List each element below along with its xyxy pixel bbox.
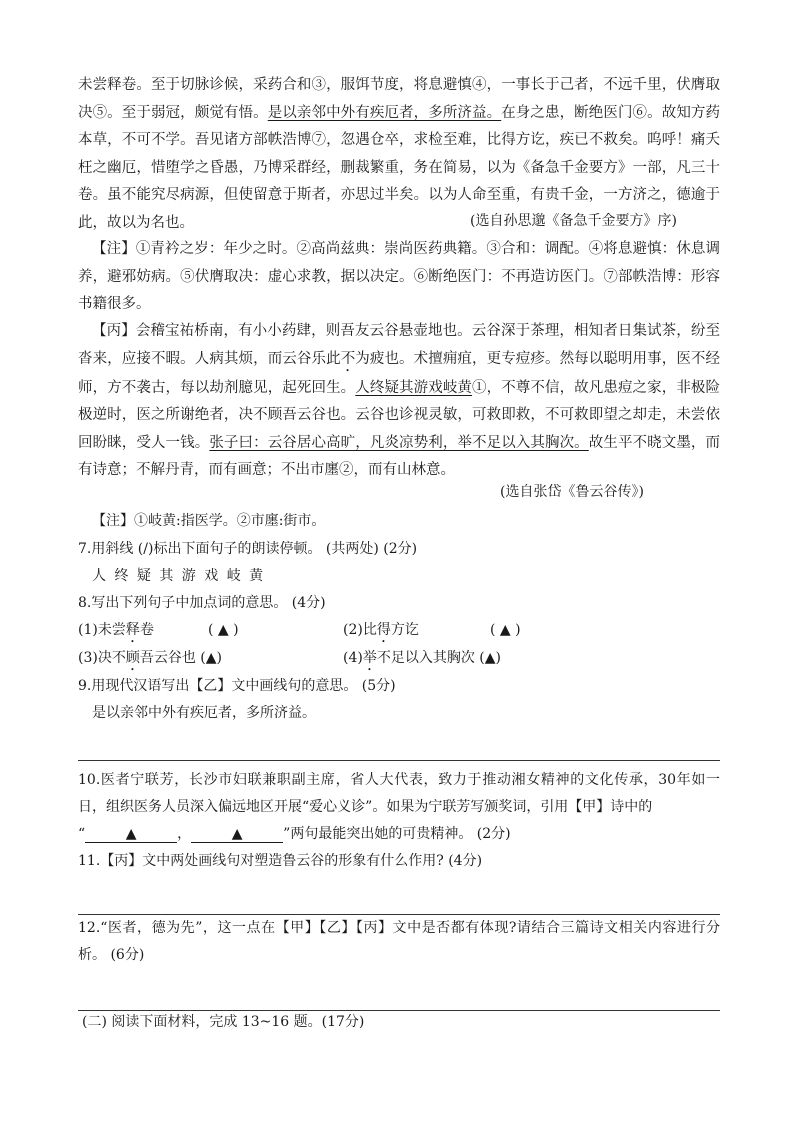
- passage-yi-text-1: 未尝释卷。至于切脉诊候，采药合和③，服饵节度，将息避慎④，一事长于己者，不远千里，伏膺取决⑤。至于弱冠，颇觉有悟。: [78, 77, 720, 121]
- passage-bing-notes: 【注】①岐黄:指医学。②市廛:街市。: [92, 513, 326, 529]
- passage-yi-source: (选自孙思邈《备急千金要方》序): [470, 213, 677, 229]
- question-8-item-2: (2)比得方讫: [343, 622, 419, 638]
- passage-bing-text-e: ①，不尊不信，故凡患痘之家，非极险极逆时，医之所谢绝者，决不顾吾云谷也。云谷也诊视灵敏，可救即救，不可救即望之却走，未尝依回盼睐，受人一钱。: [78, 379, 721, 451]
- question-8: 8.写出下列句子中加点词的意思。 (4分): [78, 595, 326, 611]
- dotted-word-de: 得: [376, 622, 391, 638]
- question-10-tail: ”两句最能突出她的可贵精神。 (2分): [283, 826, 511, 842]
- question-8-item-4: (4)举不足以入其胸次 (▲): [343, 650, 501, 666]
- passage-bing-text-a: 【丙】会稽宝祐桥南，有小小药肆，则吾友云谷悬壶地也。云谷深于茶理，相知者日集试茶，纷至沓来，应接不暇。人病其烦，而云谷乐此: [78, 323, 720, 367]
- question-8-item-1: (1)未尝释卷: [78, 622, 154, 638]
- question-10: 10.医者宁联芳，长沙市妇联兼职副主席，省人大代表，致力于推动湘女精神的文化传承，30年如一日，组织医务人员深入偏远地区开展“爱心义诊”。如果为宁联芳写颁奖词，引用【甲】诗中的 “ ▲ ， ▲ ”两句最能突出她的可贵精神。 (2分): [78, 772, 720, 842]
- dotted-word-gu: 顾: [125, 650, 140, 666]
- passage-bing-source: (选自张岱《鲁云谷传》): [500, 484, 644, 500]
- passage-bing-text-g: 故生平不晓文墨，而有诗意；不解丹青，而有画意；不出市廛②，而有山林意。: [78, 434, 721, 478]
- section-2-heading: (二) 阅读下面材料，完成 13~16 题。(17分): [82, 1014, 365, 1030]
- question-8-answer-1[interactable]: ( ▲ ): [208, 622, 239, 638]
- passage-yi-text-2: 在身之患，断绝医门⑥。故知方药本草，不可不学。吾见诸方部帙浩博⑦，忽遇仓卒，求检至难，比得方讫，疾已不救矣。呜呼！痛夭枉之幽厄，惜堕学之昏愚，乃博采群经，删裁繁重，务在简易，以为《备急千金要方》一部，凡三十卷。虽不能究尽病源，但使留意于斯者，亦思过半矣。以为人命至重，有贵千金，一方济之，德逾于此，故以为名也。: [78, 104, 721, 231]
- question-8-answer-3[interactable]: (▲): [200, 650, 222, 666]
- question-10-blank-1[interactable]: ▲: [85, 826, 177, 843]
- dotted-word-ju: 举: [362, 650, 377, 666]
- passage-bing-paragraph: [78, 318, 720, 485]
- answer-line-12[interactable]: [78, 1010, 720, 1011]
- question-8-item-3: (3)决不顾吾云谷也 (▲): [78, 650, 222, 666]
- question-10-text: 10.医者宁联芳，长沙市妇联兼职副主席，省人大代表，致力于推动湘女精神的文化传承，30年如一日，组织医务人员深入偏远地区开展“爱心义诊”。如果为宁联芳写颁奖词，引用【甲】诗中的: [78, 772, 720, 815]
- question-11: 11.【丙】文中两处画线句对塑造鲁云谷的形象有什么作用? (4分): [78, 853, 483, 869]
- passage-bing-underlined-2: 张子曰：云谷居心高旷，凡炎凉势利，举不足以入其胸次。: [209, 434, 589, 451]
- question-7-sentence: 人 终 疑 其 游 戏 岐 黄: [92, 568, 266, 584]
- dotted-word-shi: 释: [125, 622, 140, 638]
- dotted-word-bu: 不: [340, 350, 356, 367]
- question-9: 9.用现代汉语写出【乙】文中画线句的意思。 (5分): [78, 678, 396, 694]
- question-12: 12.“医者，德为先”，这一点在【甲】【乙】【丙】文中是否都有体现?请结合三篇诗文相关内容进行分析。 (6分): [78, 920, 720, 963]
- question-8-answer-4[interactable]: (▲): [479, 650, 501, 666]
- passage-bing-text-c: 为疲也。术擅痈疽，更专痘疹。然每以聪明用事，医不经师，方不袭古，每以劫剂臆见，起死回生。: [78, 350, 721, 396]
- question-10-blank-2[interactable]: ▲: [191, 826, 283, 843]
- answer-line-9[interactable]: [78, 760, 720, 761]
- question-9-sentence: 是以亲邻中外有疾厄者，多所济益。: [92, 705, 316, 721]
- passage-yi-notes: 【注】①青衿之岁：年少之时。②高尚兹典：崇尚医药典籍。③合和：调配。④将息避慎：休息调养，避邪妨病。⑤伏膺取决：虚心求教，据以决定。⑥断绝医门：不再造访医门。⑦部帙浩博：形容书籍很多。: [78, 241, 720, 312]
- passage-yi-underlined-sentence: 是以亲邻中外有疾厄者，多所济益。: [267, 104, 502, 121]
- passage-bing-underlined-1: 人终疑其游戏岐黄: [355, 379, 473, 396]
- question-7: 7.用斜线 (/)标出下面句子的朗读停顿。 (共两处) (2分): [78, 541, 418, 557]
- question-8-answer-2[interactable]: ( ▲ ): [490, 622, 521, 638]
